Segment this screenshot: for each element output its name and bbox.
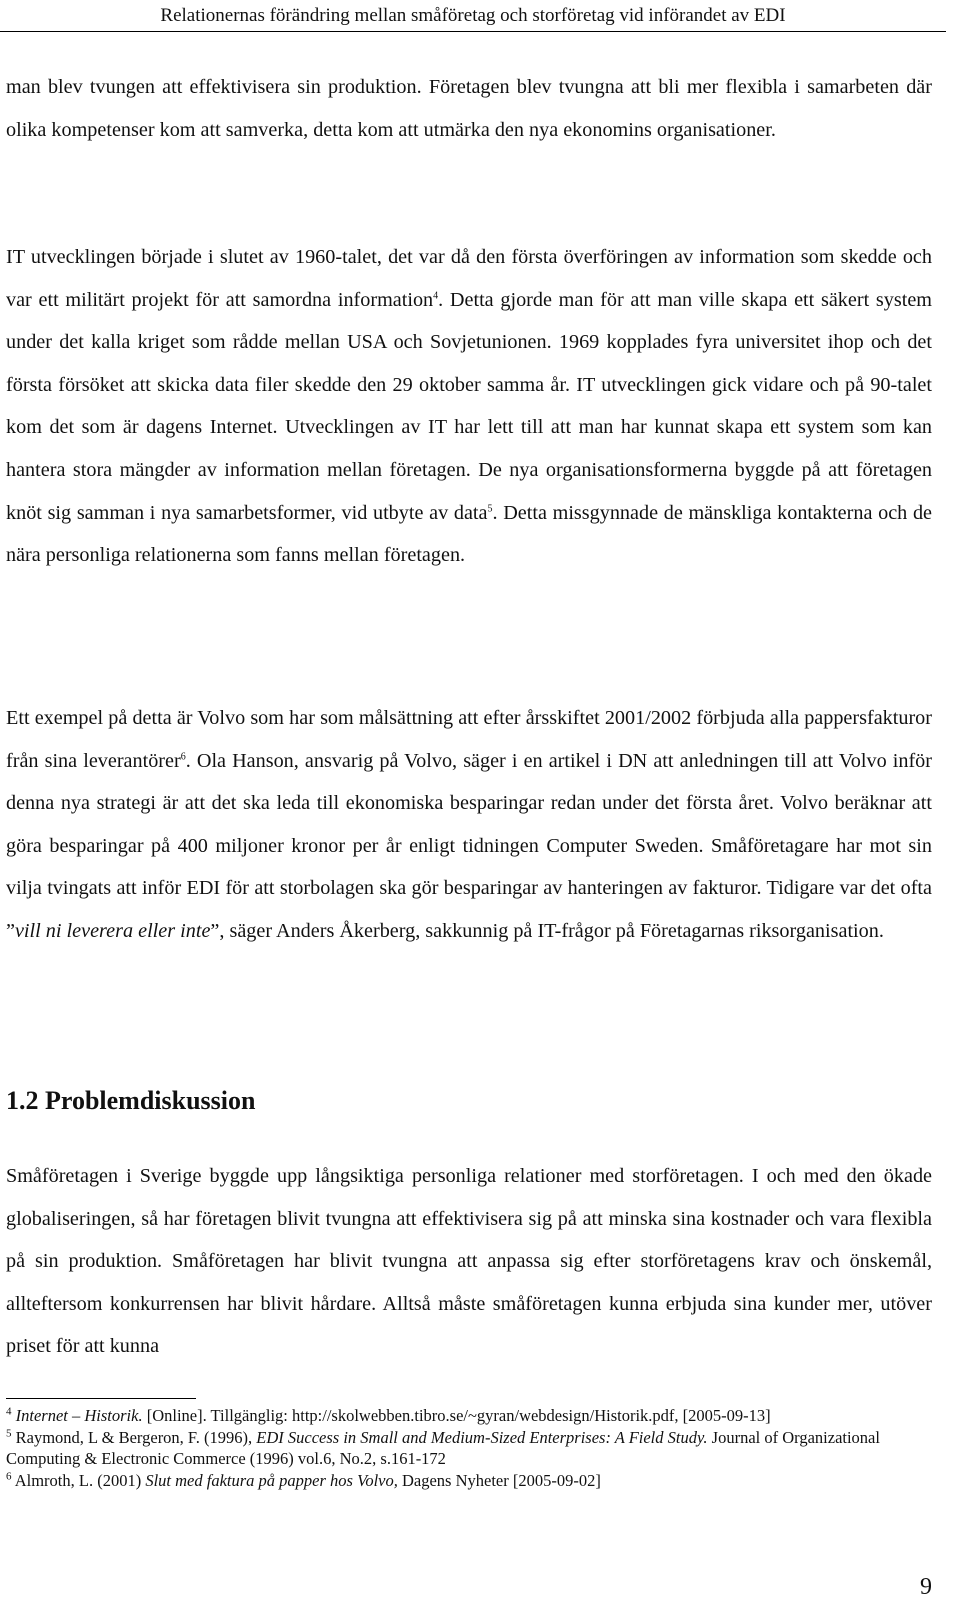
footnote-ref-4[interactable]: 4 <box>433 289 439 301</box>
italic-quote: vill ni leverera eller inte <box>14 919 211 942</box>
paragraph-text: IT utvecklingen började i slutet av 1960-talet, det var då den första överföringen av information som skedde och var ett militärt projekt för att samordna information <box>6 246 932 311</box>
footnote-title: Slut med faktura på papper hos Volvo, <box>145 1470 398 1490</box>
footnote-5 <box>6 1427 926 1470</box>
paragraph-problem-discussion <box>6 1155 932 1368</box>
footnotes <box>6 1405 926 1491</box>
footnote-text: Dagens Nyheter [2005-09-02] <box>397 1470 601 1490</box>
paragraph-it-history <box>6 236 932 577</box>
footnote-number: 5 <box>6 1427 12 1439</box>
section-heading: 1.2 Problemdiskussion <box>6 1086 256 1115</box>
paragraph-text: . Detta gjorde man för att man ville skapa ett säkert system under det kalla kriget som rådde mellan USA och Sovjetunionen. 1969 kopplades fyra universitet ihop och det första försöket att skicka data filer skedde den 29 oktober samma år. IT utvecklingen gick vidare och på 90-talet kom det som är dagens Internet. Utvecklingen av IT har lett till att man har kunnat skapa ett system som kan hantera stora mängder av information mellan företagen. De nya organisationsformerna byggde på att företagen knöt sig samman i nya samarbetsformer, vid utbyte av data <box>6 288 932 524</box>
footnote-text: [Online]. Tillgänglig: http://skolwebben.tibro.se/~gyran/webdesign/Historik.pdf, [2005-09-13] <box>142 1406 771 1425</box>
paragraph-text: . Ola Hanson, ansvarig på Volvo, säger i en artikel i DN att anledningen till att Volvo inför denna nya strategi är att det ska leda till ekonomiska besparingar redan under det första året. Volvo beräknar att göra besparingar på 400 miljoner kronor per år enligt tidningen Computer Sweden. Småföretagare har mot sin vilja tvingats att inför EDI för att storbolagen ska gör besparingar av hanteringen av fakturor. Tidigare var det ofta ” <box>6 749 932 942</box>
paragraph-text: Ett exempel på detta är Volvo som har som målsättning att efter årsskiftet 2001/2002 förbjuda alla pappersfakturor från sina leverantörer <box>6 707 932 772</box>
footnote-separator <box>6 1398 196 1399</box>
footnote-ref-6[interactable]: 6 <box>180 750 186 762</box>
running-header: Relationernas förändring mellan småföretag och storföretag vid införandet av EDI <box>0 0 946 32</box>
footnote-title: Internet – Historik. <box>15 1406 143 1425</box>
footnote-text: Raymond, L & Bergeron, F. (1996), <box>11 1427 257 1447</box>
footnote-text: Almroth, L. (2001) <box>11 1470 146 1490</box>
paragraph-text: Småföretagen i Sverige byggde upp långsiktiga personliga relationer med storföretagen. I och med den ökade globaliseringen, så har företagen blivit tvungna att effektivisera sig på att minska sina kostnader och vara flexibla på sin produktion. Småföretagen har blivit tvungna att anpassa sig efter storföretagens krav och önskemål, allteftersom konkurrensen har blivit hårdare. Alltså måste småföretagen kunna erbjuda sina kunder mer, utöver priset för att kunna <box>6 1165 932 1358</box>
footnote-text: Journal of Organizational Computing & Electronic Commerce (1996) vol.6, No.2, s.161-172 <box>6 1427 880 1468</box>
footnote-4 <box>6 1405 926 1427</box>
paragraph-text: man blev tvungen att effektivisera sin produktion. Företagen blev tvungna att bli mer flexibla i samarbeten där olika kompetenser kom att samverka, detta kom att utmärka den nya ekonomins organisationer. <box>6 76 932 141</box>
paragraph-text: ”, säger Anders Åkerberg, sakkunnig på IT-frågor på Företagarnas riksorganisation. <box>210 919 884 942</box>
footnote-number: 6 <box>6 1470 12 1482</box>
footnote-title: EDI Success in Small and Medium-Sized Enterprises: A Field Study. <box>256 1427 708 1447</box>
paragraph-text: . Detta missgynnade de mänskliga kontakterna och de nära personliga relationerna som fanns mellan företagen. <box>6 501 932 567</box>
paragraph-intro-continuation <box>6 66 932 151</box>
footnote-6 <box>6 1470 926 1492</box>
paragraph-volvo-example <box>6 697 932 953</box>
page-number: 9 <box>920 1574 932 1600</box>
footnote-ref-5[interactable]: 5 <box>487 502 493 514</box>
footnote-number: 4 <box>6 1405 12 1418</box>
